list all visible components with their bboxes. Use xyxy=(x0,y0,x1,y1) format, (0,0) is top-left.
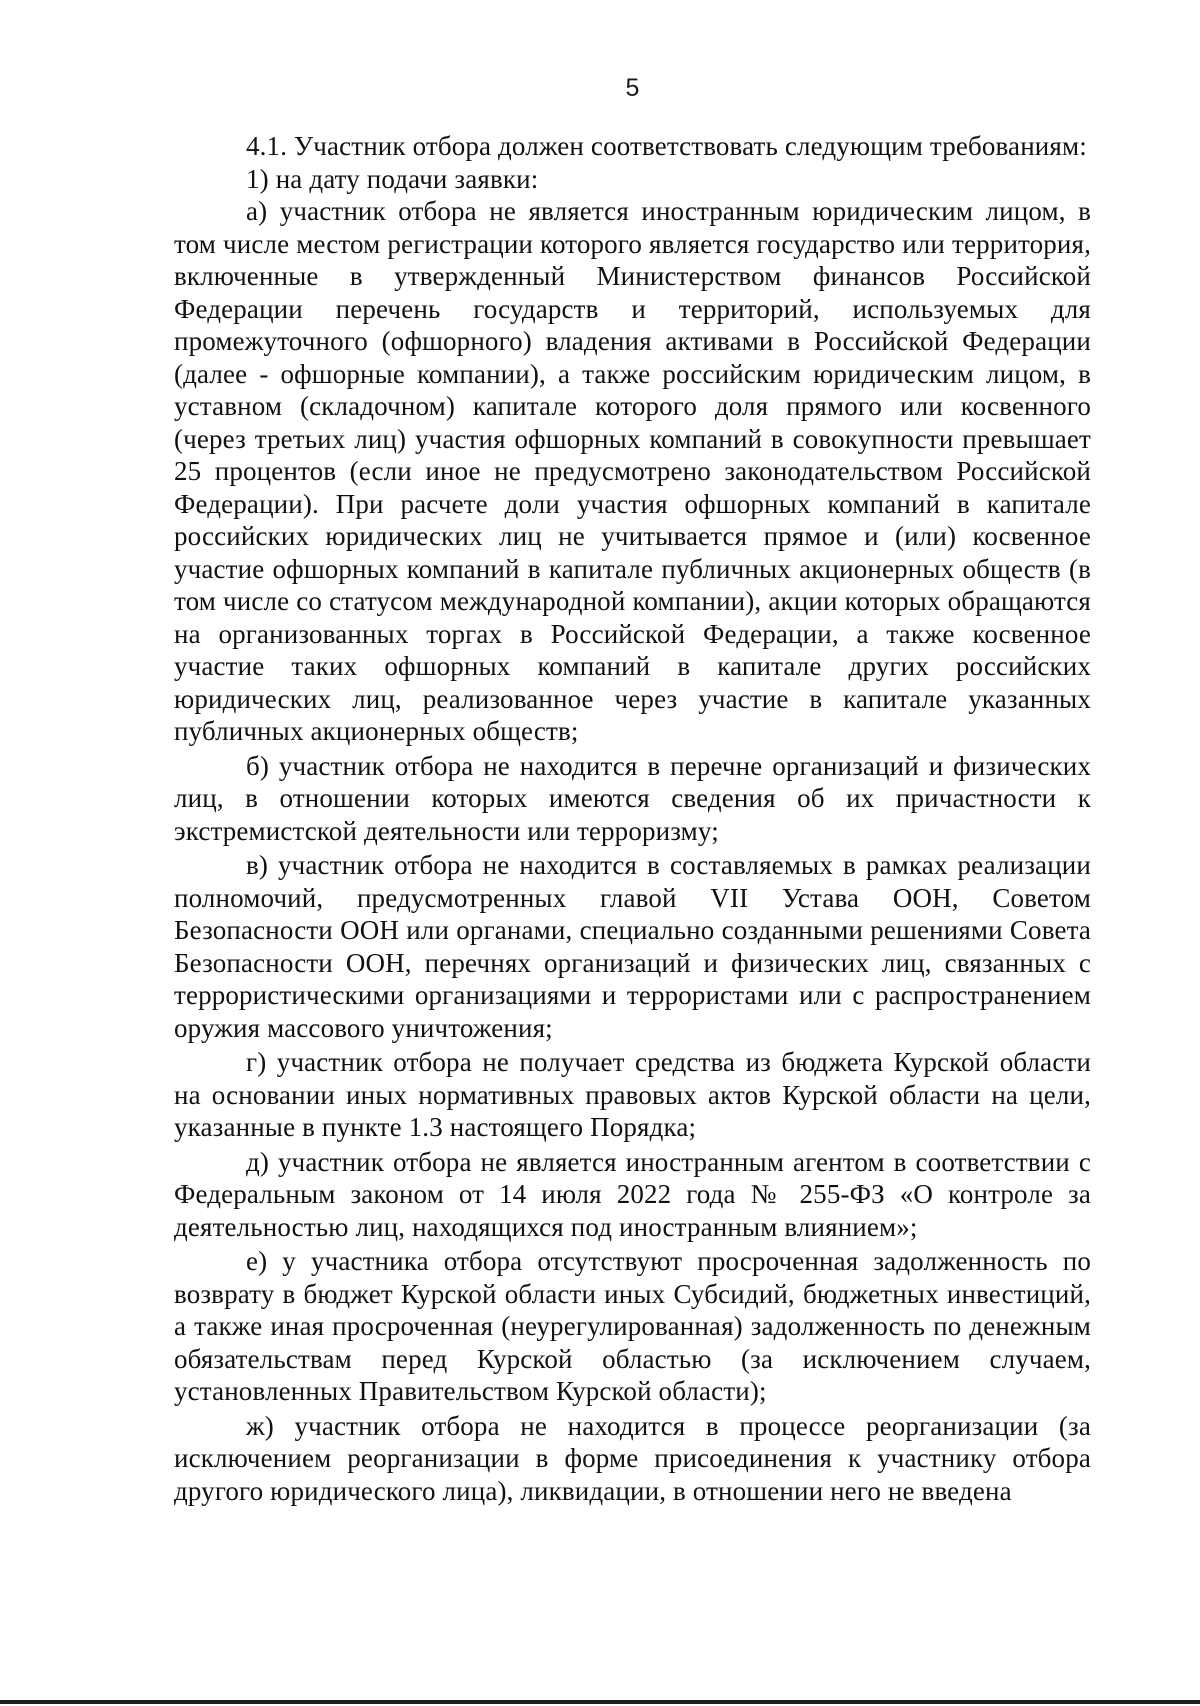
paragraph-item-1: 1) на дату подачи заявки: xyxy=(246,163,539,194)
paragraph-item-a: а) участник отбора не является иностранным юридическим лицом, в том числе местом регистрации которого является государство или территория, включенные в утвержденный Министерством финансов Российской Федерации перечень государств и территорий, используемых для промежуточного (офшорного) владения активами в Российской Федерации (далее - офшорные компании), а также российским юридическим лицом, в уставном (складочном) капитале которого доля прямого или косвенного (через третьих лиц) участия офшорных компаний в совокупности превышает 25 процентов (если иное не предусмотрено законодательством Российской Федерации). При расчете доли участия офшорных компаний в капитале российских юридических лиц не учитывается прямое и (или) косвенное участие офшорных компаний в капитале публичных акционерных обществ (в том числе со статусом международной компании), акции которых обращаются на организованных торгах в Российской Федерации, а также косвенное участие таких офшорных компаний в капитале других российских юридических лиц, реализованное через участие в капитале указанных публичных акционерных обществ; xyxy=(174,196,1091,746)
paragraph-item-d: д) участник отбора не является иностранным агентом в соответствии с Федеральным законом от 14 июля 2022 года № 255-ФЗ «О контроле за деятельностью лиц, находящихся под иностранным влиянием»; xyxy=(174,1146,1091,1242)
paragraph-item-g: г) участник отбора не получает средства из бюджета Курской области на основании иных нормативных правовых актов Курской области на цели, указанные в пункте 1.3 настоящего Порядка; xyxy=(174,1047,1091,1142)
paragraph-item-e: е) у участника отбора отсутствуют просроченная задолженность по возврату в бюджет Курской области иных Субсидий, бюджетных инвестиций, а также иная просроченная (неурегулированная) задолженность по денежным обязательствам перед Курской областью (за исключением случаем, установленных Правительством Курской области); xyxy=(174,1246,1091,1406)
paragraph-4-1: 4.1. Участник отбора должен соответствовать следующим требованиям: xyxy=(246,131,1087,161)
document-body xyxy=(174,130,1091,1507)
page-number: 5 xyxy=(625,74,640,102)
paragraph-item-b: б) участник отбора не находится в перечне организаций и физических лиц, в отношении которых имеются сведения об их причастности к экстремистской деятельности или терроризму; xyxy=(174,750,1091,846)
paragraph-item-v: в) участник отбора не находится в составляемых в рамках реализации полномочий, предусмотренных главой VII Устава ООН, Советом Безопасности ООН или органами, специально созданными решениями Совета Безопасности ООН, перечнях организаций и физических лиц, связанных с террористическими организациями и террористами или с распространением оружия массового уничтожения; xyxy=(174,850,1091,1043)
scan-edge-line xyxy=(0,1700,1200,1704)
paragraph-item-zh: ж) участник отбора не находится в процессе реорганизации (за исключением реорганизации в форме присоединения к участнику отбора другого юридического лица), ликвидации, в отношении него не введена xyxy=(174,1410,1091,1506)
